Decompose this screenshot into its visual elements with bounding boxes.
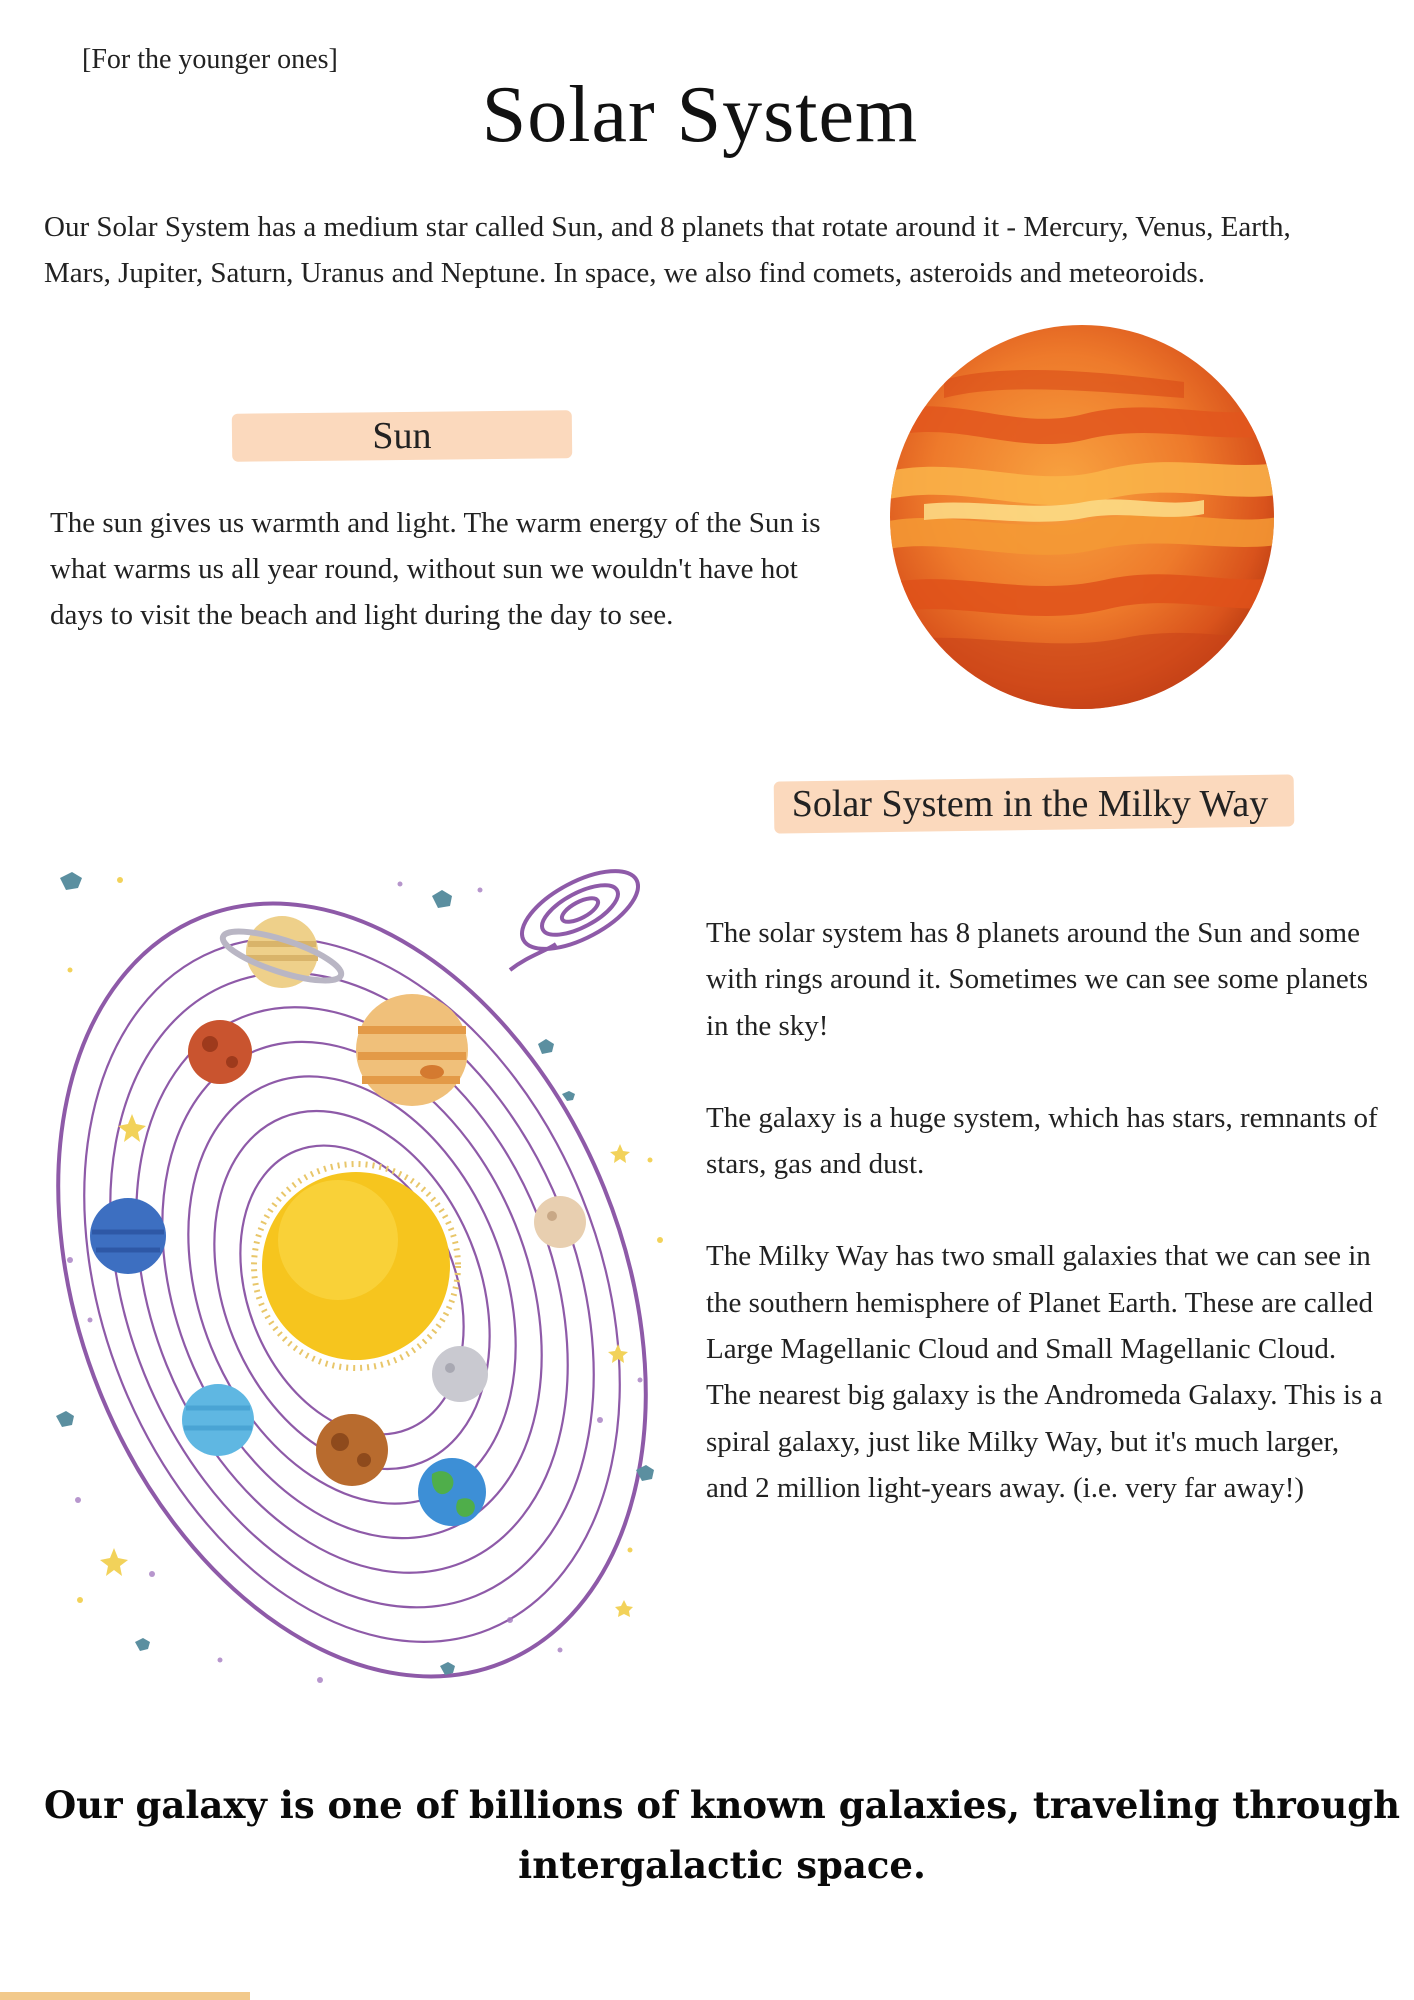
closing-statement: Our galaxy is one of billions of known galaxies, traveling through intergalactic space. <box>43 1783 1401 1887</box>
accent-bar <box>0 1992 250 2000</box>
mars-icon <box>188 1020 252 1084</box>
milky-heading: Solar System in the Milky Way <box>791 783 1269 825</box>
sun-heading: Sun <box>372 415 432 457</box>
neptune-icon <box>90 1198 166 1274</box>
uranus-icon <box>182 1384 254 1456</box>
intro-paragraph: Our Solar System has a medium star called Sun, and 8 planets that rotate around it - Mercury, Venus, Earth, Mars, Jupiter, Saturn, Uranus and Neptune. In space, we also find comets, asteroids and meteoroids. <box>44 211 1291 289</box>
sun-paragraph: The sun gives us warmth and light. The warm energy of the Sun is what warms us all year round, without sun we wouldn't have hot days to visit the beach and light during the day to see. <box>50 507 821 631</box>
milky-paragraph-3: The Milky Way has two small galaxies that we can see in the southern hemisphere of Planet Earth. These are called Large Magellanic Cloud and Small Magellanic Cloud. The nearest big galaxy is the Andromeda Galaxy. This is a spiral galaxy, just like Milky Way, but it's much larger, and 2 million light-years away. (i.e. very far away!) <box>706 1240 1383 1504</box>
solar-system-orbits-illustration <box>40 860 690 1720</box>
watercolor-sun-icon <box>884 322 1284 722</box>
mercury-icon <box>432 1346 488 1402</box>
milky-paragraph-2: The galaxy is a huge system, which has stars, remnants of stars, gas and dust. <box>706 1101 1378 1181</box>
jupiter-icon <box>356 994 468 1106</box>
spiral-galaxy-icon <box>510 860 650 970</box>
milky-paragraph-1: The solar system has 8 planets around the Sun and some with rings around it. Sometimes we can see some planets in the sky! <box>706 917 1369 1042</box>
earth-icon <box>418 1458 486 1526</box>
page-title: Solar System <box>481 71 919 159</box>
dwarf-planet-icon <box>534 1196 586 1248</box>
saturn-icon <box>218 916 346 990</box>
venus-icon <box>316 1414 388 1486</box>
audience-tagline: [For the younger ones] <box>82 44 338 75</box>
milky-way-text <box>706 910 1386 1511</box>
